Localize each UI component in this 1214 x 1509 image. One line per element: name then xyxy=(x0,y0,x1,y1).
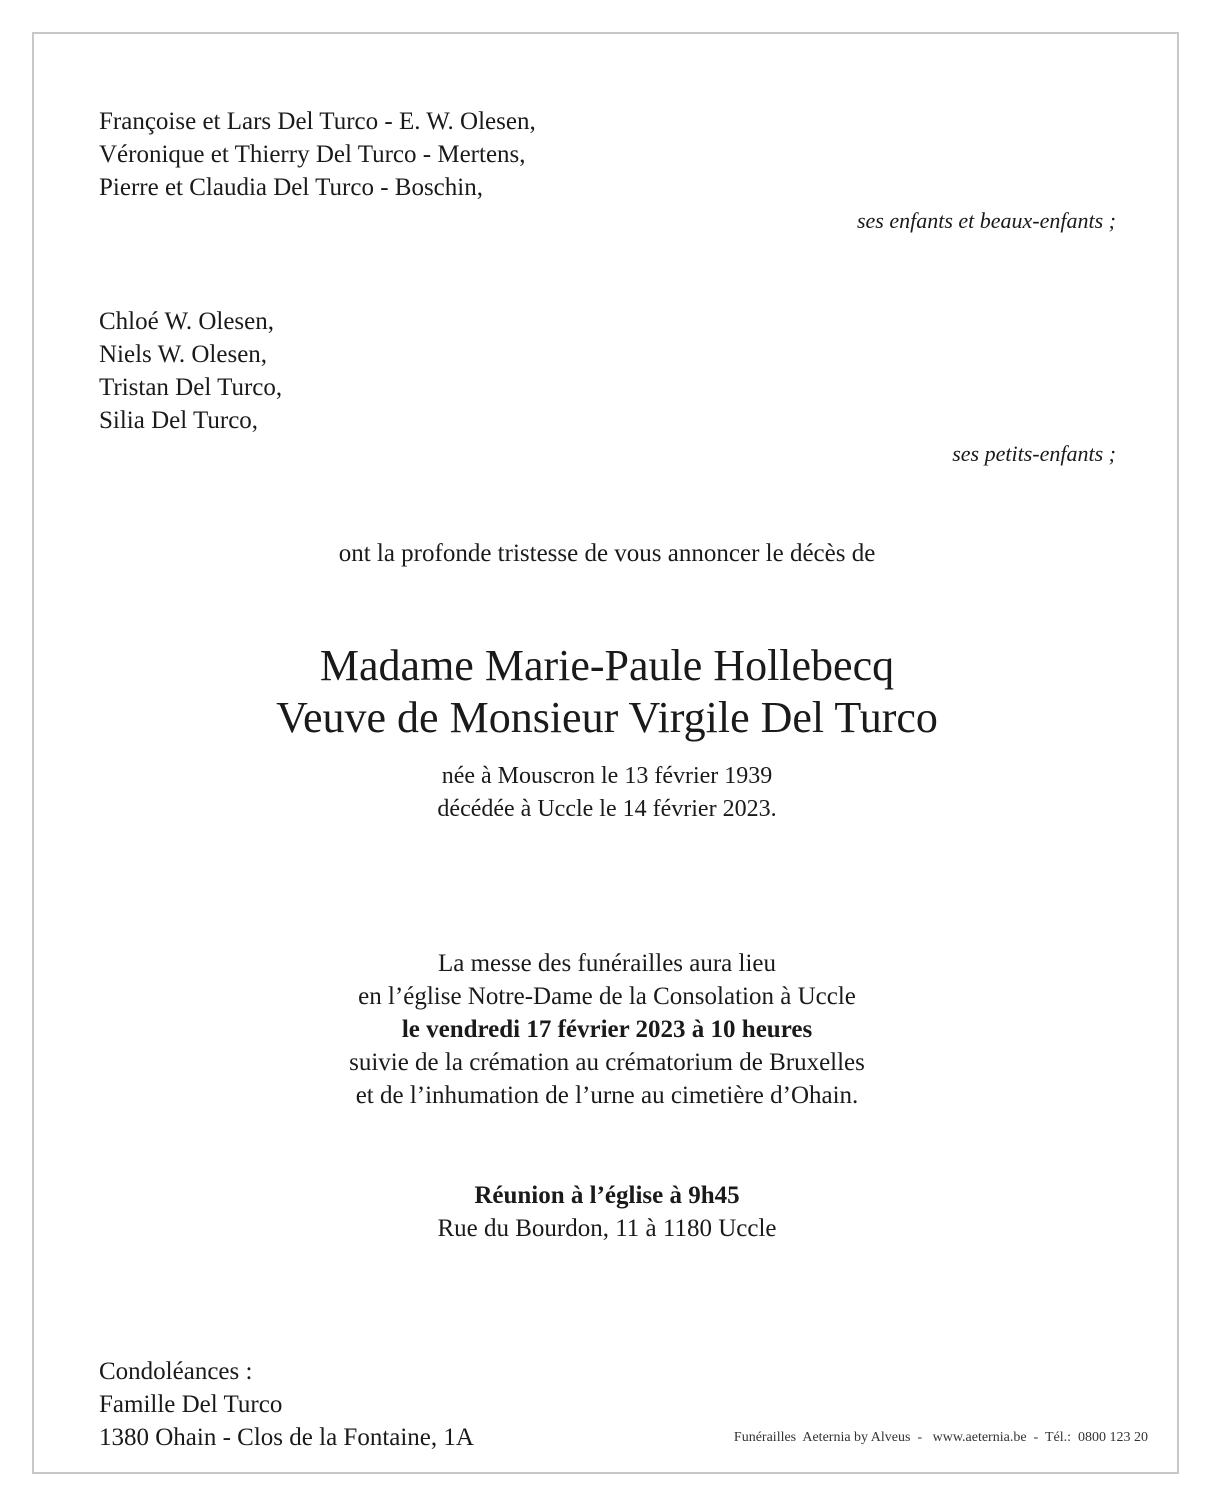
life-dates xyxy=(0,760,1214,826)
deceased-name: Madame Marie-Paule Hollebecq xyxy=(319,641,895,690)
deceased-block xyxy=(0,640,1214,744)
ceremony-line: suivie de la crémation au crématorium de Bruxelles xyxy=(349,1049,865,1076)
ceremony-details xyxy=(0,947,1214,1112)
condolences-label: Condoléances : xyxy=(99,1358,253,1385)
ceremony-date: le vendredi 17 février 2023 à 10 heures xyxy=(401,1016,813,1043)
condolences-family: Famille Del Turco xyxy=(99,1391,283,1418)
funeral-home-footer: Funérailles Aeternia by Alveus - www.aeternia.be - Tél.: 0800 123 20 xyxy=(733,1430,1148,1445)
page-border xyxy=(32,32,1179,1474)
grandchildren-role: ses petits-enfants ; xyxy=(952,441,1116,466)
children-list xyxy=(99,105,536,204)
birth-line: née à Mouscron le 13 février 1939 xyxy=(441,763,773,789)
meeting-address: Rue du Bourdon, 11 à 1180 Uccle xyxy=(437,1215,777,1242)
announcement: ont la profonde tristesse de vous annoncer le décès de xyxy=(338,540,876,567)
grandchild-line: Niels W. Olesen, xyxy=(99,341,268,368)
death-line: décédée à Uccle le 14 février 2023. xyxy=(437,796,777,822)
grandchild-line: Silia Del Turco, xyxy=(99,407,259,434)
grandchild-line: Tristan Del Turco, xyxy=(99,374,283,401)
ceremony-line: La messe des funérailles aura lieu xyxy=(437,950,777,977)
meeting-title: Réunion à l’église à 9h45 xyxy=(474,1182,740,1209)
condolences-address: 1380 Ohain - Clos de la Fontaine, 1A xyxy=(99,1424,474,1451)
ceremony-line: en l’église Notre-Dame de la Consolation à Uccle xyxy=(358,983,856,1010)
widow-of: Veuve de Monsieur Virgile Del Turco xyxy=(276,693,938,742)
grandchildren-list xyxy=(99,305,282,437)
child-line: Pierre et Claudia Del Turco - Boschin, xyxy=(99,174,483,201)
ceremony-line: et de l’inhumation de l’urne au cimetière d’Ohain. xyxy=(355,1082,859,1109)
children-role: ses enfants et beaux-enfants ; xyxy=(856,208,1116,233)
child-line: Françoise et Lars Del Turco - E. W. Olesen, xyxy=(99,108,536,135)
child-line: Véronique et Thierry Del Turco - Mertens, xyxy=(99,141,526,168)
grandchild-line: Chloé W. Olesen, xyxy=(99,308,274,335)
condolences-block xyxy=(99,1355,474,1454)
meeting-details xyxy=(0,1179,1214,1245)
